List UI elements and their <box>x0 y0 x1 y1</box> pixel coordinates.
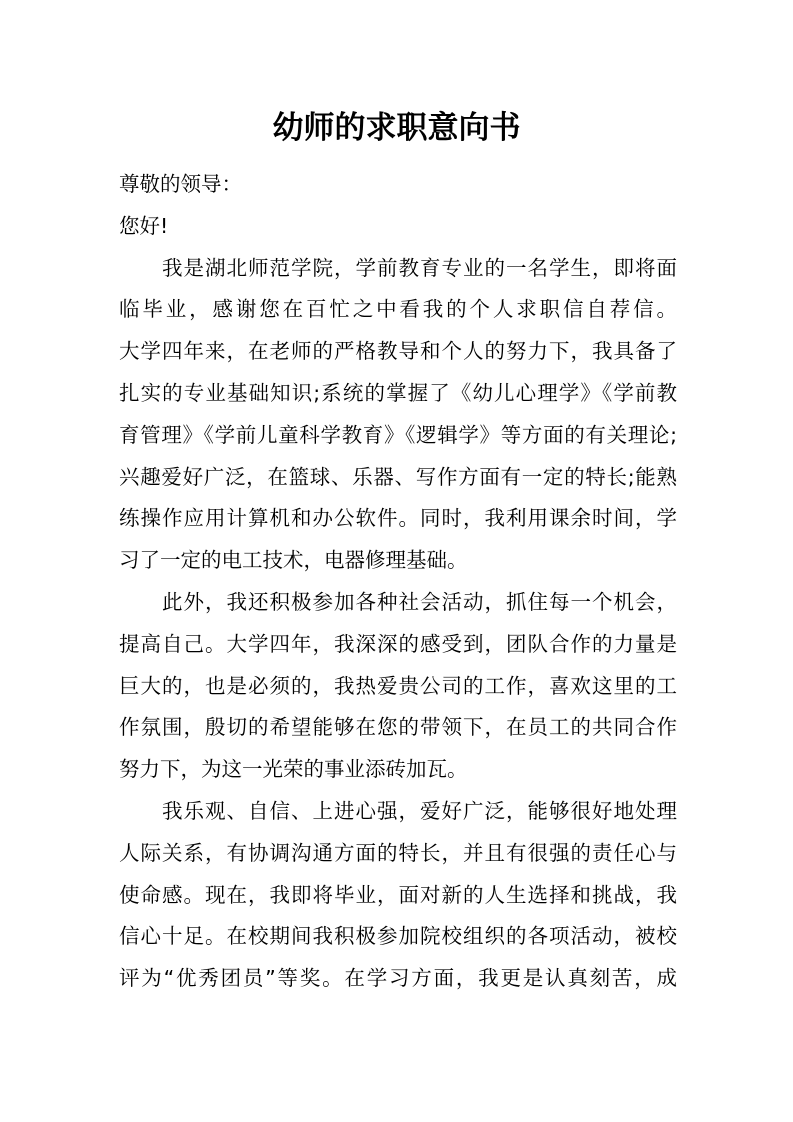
body-line: 努力下，为这一光荣的事业添砖加瓦。 <box>119 757 468 782</box>
document-body <box>119 164 677 1000</box>
body-line: 练操作应用计算机和办公软件。同时，我利用课余时间，学 <box>119 506 677 531</box>
body-line: 信心十足。在校期间我积极参加院校组织的各项活动，被校 <box>119 924 677 949</box>
greeting-line: 您好! <box>119 213 169 238</box>
body-line: 扎实的专业基础知识;系统的掌握了《幼儿心理学》《学前教 <box>119 380 677 405</box>
body-line: 习了一定的电工技术，电器修理基础。 <box>119 548 468 573</box>
body-line: 提高自己。大学四年，我深深的感受到，团队合作的力量是 <box>119 631 677 656</box>
body-line: 临毕业，感谢您在百忙之中看我的个人求职信自荐信。 <box>119 297 677 322</box>
body-line: 兴趣爱好广泛，在篮球、乐器、写作方面有一定的特长;能熟 <box>119 464 677 489</box>
salutation-line: 尊敬的领导： <box>119 172 242 196</box>
body-line: 育管理》《学前儿童科学教育》《逻辑学》等方面的有关理论; <box>119 422 677 447</box>
body-line: 此外，我还积极参加各种社会活动，抓住每一个机会， <box>162 589 677 614</box>
body-line: 评为“优秀团员”等奖。在学习方面，我更是认真刻苦，成 <box>119 966 677 991</box>
body-line: 使命感。现在，我即将毕业，面对新的人生选择和挑战，我 <box>119 882 677 907</box>
body-line: 大学四年来，在老师的严格教导和个人的努力下，我具备了 <box>119 339 677 364</box>
document-title: 幼师的求职意向书 <box>272 110 521 146</box>
body-line: 巨大的，也是必须的，我热爱贵公司的工作，喜欢这里的工 <box>119 673 677 698</box>
body-line: 我乐观、自信、上进心强，爱好广泛，能够很好地处理 <box>162 798 677 823</box>
body-line: 作氛围，殷切的希望能够在您的带领下，在员工的共同合作 <box>119 715 677 740</box>
body-line: 人际关系，有协调沟通方面的特长，并且有很强的责任心与 <box>119 840 677 865</box>
body-line: 我是湖北师范学院，学前教育专业的一名学生，即将面 <box>162 255 677 280</box>
